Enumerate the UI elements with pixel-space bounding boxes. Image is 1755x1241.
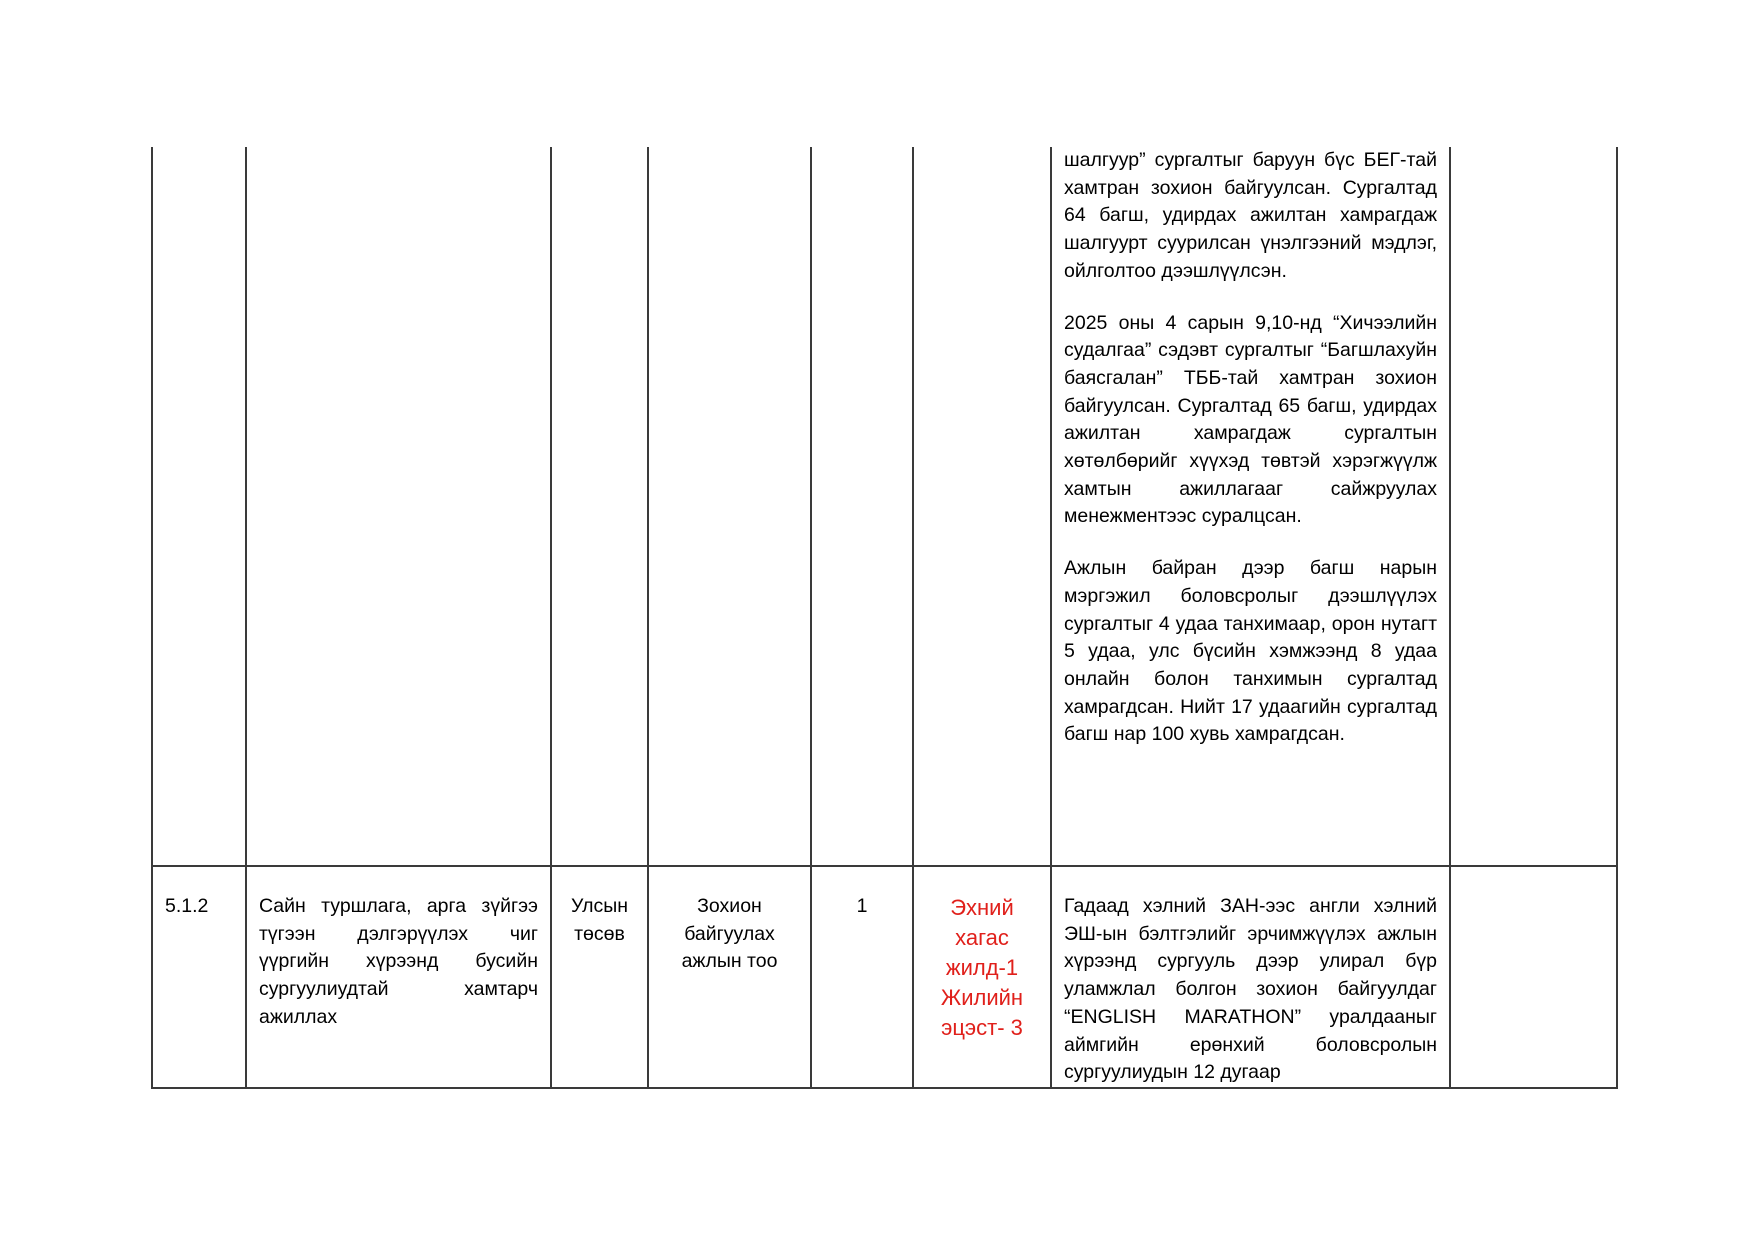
cell-indicator: Зохион байгуулах ажлын тоо bbox=[648, 866, 811, 1088]
cell-progress bbox=[1051, 147, 1450, 866]
cell-deadline bbox=[913, 147, 1051, 866]
cell-activity: Сайн туршлага, арга зүйгээ түгээн дэлгэрүүлэх чиг үүргийн хүрээнд бусийн сургуулиудтай хамтарч ажиллах bbox=[246, 866, 551, 1088]
cell-number: 5.1.2 bbox=[152, 866, 246, 1088]
cell-number bbox=[152, 147, 246, 866]
progress-paragraph: 2025 оны 4 сарын 9,10-нд “Хичээлийн судалгаа” сэдэвт сургалтыг “Багшлахуйн баясгалан” ТББ-тай хамтран зохион байгуулсан. Сургалтад 65 багш, удирдах ажилтан хамрагдаж сургалтын хөтөлбөрийг хүүхэд төвтэй хэрэгжүүлж хамтын ажиллагааг сайжруулах менежментээс суралцсан. bbox=[1064, 311, 1437, 528]
plan-table bbox=[151, 147, 1618, 1089]
cell-note bbox=[1450, 147, 1617, 866]
cell-target bbox=[811, 147, 913, 866]
cell-activity bbox=[246, 147, 551, 866]
progress-paragraph: шалгуур” сургалтыг баруун бүс БЕГ-тай хамтран зохион байгуулсан. Сургалтад 64 багш, удирдах ажилтан хамрагдаж шалгуурт суурилсан үнэлгээний мэдлэг, ойлголтоо дээшлүүлсэн. bbox=[1064, 149, 1437, 282]
deadline-year-end: Жилийн эцэст- 3 bbox=[940, 985, 1024, 1040]
cell-note bbox=[1450, 866, 1617, 1088]
cell-deadline bbox=[913, 866, 1051, 1088]
cell-target: 1 bbox=[811, 866, 913, 1088]
cell-progress: Гадаад хэлний ЗАН-ээс англи хэлний ЭШ-ын бэлтгэлийг эрчимжүүлэх ажлын хүрээнд сургууль дээр улирал бүр уламжлал болгон зохион байгуулдаг “ENGLISH MARATHON” уралдааныг аймгийн ерөнхий боловсролын сургуулиудын 12 дугаар bbox=[1051, 866, 1450, 1088]
cell-funding bbox=[551, 147, 648, 866]
table-row-5-1-2 bbox=[152, 866, 1617, 1088]
cell-indicator bbox=[648, 147, 811, 866]
table-row-continued bbox=[152, 147, 1617, 866]
cell-funding: Улсын төсөв bbox=[551, 866, 648, 1088]
deadline-half-year: Эхний хагас жилд-1 bbox=[945, 895, 1019, 980]
progress-paragraph: Ажлын байран дээр багш нарын мэргэжил боловсролыг дээшлүүлэх сургалтыг 4 удаа танхимаар, орон нутагт 5 удаа, улс бүсийн хэмжээнд 8 удаа онлайн болон танхимын сургалтад хамрагдсан. Нийт 17 удаагийн сургалтад багш нар 100 хувь хамрагдсан. bbox=[1064, 557, 1437, 746]
